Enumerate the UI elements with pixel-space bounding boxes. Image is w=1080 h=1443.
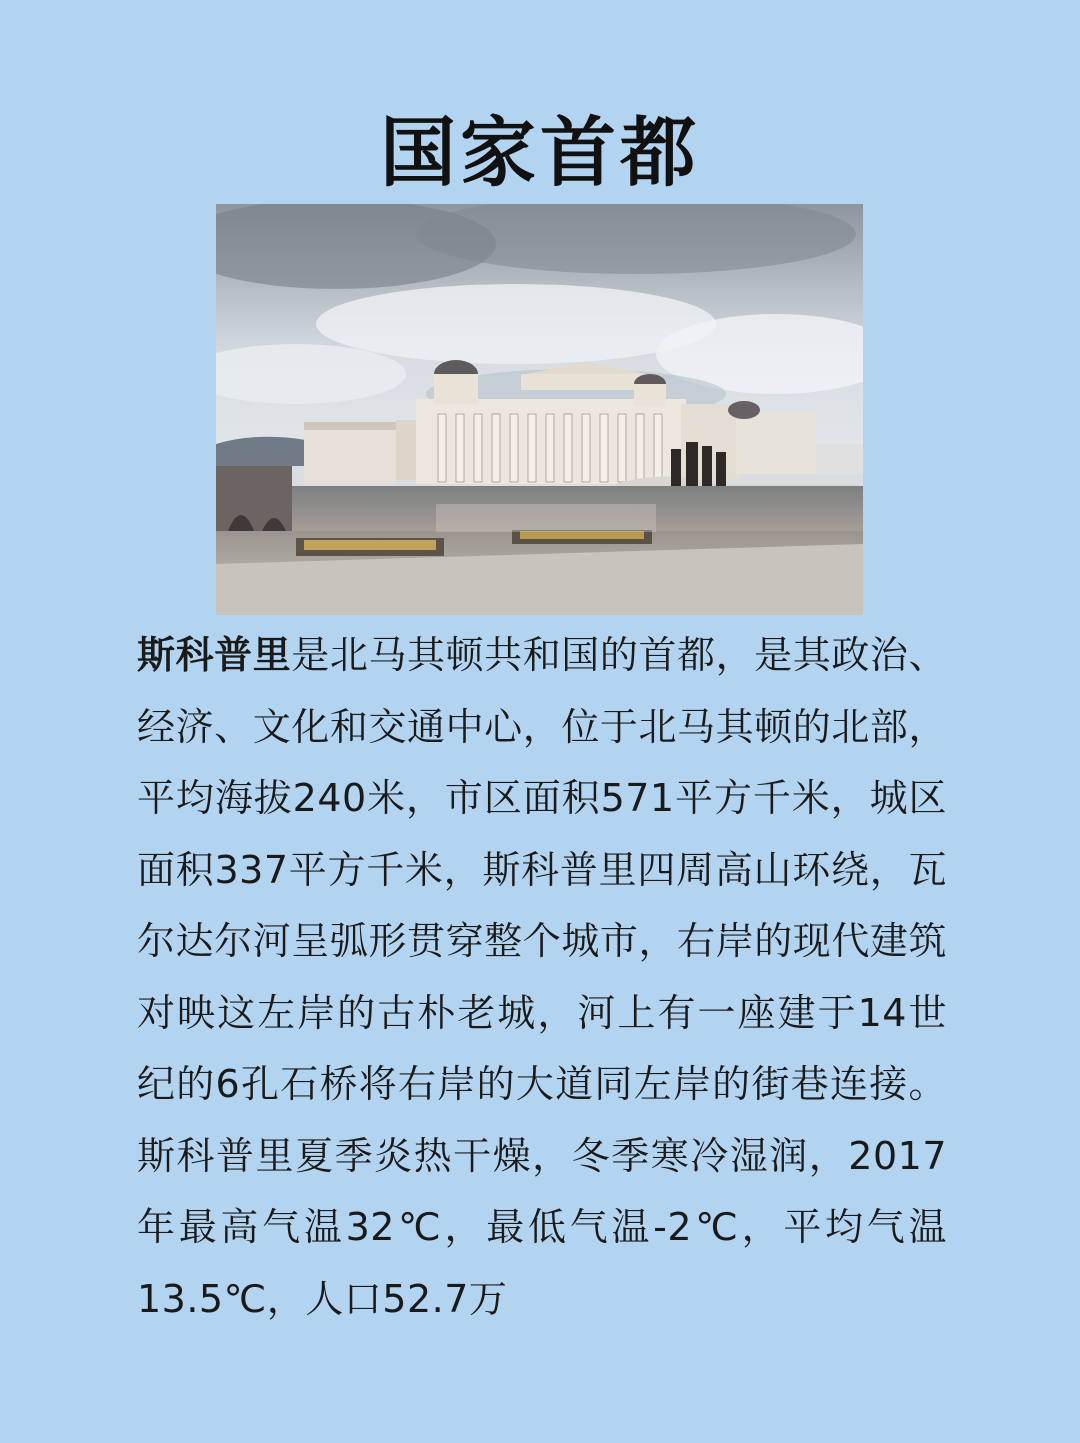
building-photo [216, 204, 863, 615]
page-title: 国家首都 [380, 108, 700, 197]
article-text: 是北马其顿共和国的首都，是其政治、经济、文化和交通中心，位于北马其顿的北部，平均海拔240米，市区面积571平方千米，城区面积337平方千米，斯科普里四周高山环绕，瓦尔达尔河呈弧形贯穿整个城市，右岸的现代建筑对映这左岸的古朴老城，河上有一座建于14世纪的6孔石桥将右岸的大道同左岸的街巷连接。斯科普里夏季炎热干燥，冬季寒冷湿润，2017年最高气温32℃，最低气温-2℃，平均气温13.5℃，人口52.7万 [137, 633, 947, 1321]
city-name: 斯科普里 [137, 633, 292, 677]
article-body [137, 620, 947, 1335]
